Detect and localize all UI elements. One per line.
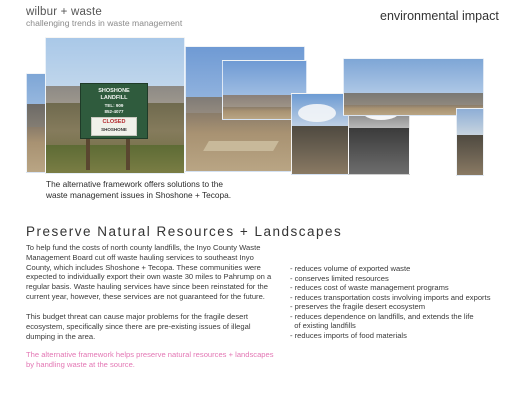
benefits-list	[290, 264, 505, 340]
sign-town-label: SHOSHONE	[101, 127, 127, 132]
sign-line-1: SHOSHONE	[98, 88, 130, 94]
photo-caption: The alternative framework offers solutions to the waste management issues in Shoshone + Tecopa.	[46, 179, 232, 200]
photo-landfill-sign	[45, 37, 185, 174]
list-item: - reduces volume of exported waste	[290, 264, 411, 273]
list-item: - conserves limited resources	[290, 273, 389, 283]
list-item: - reduces imports of food materials	[290, 330, 407, 340]
list-item: - preserves the fragile desert ecosystem	[290, 302, 426, 311]
list-item: - reduces transportation costs involving imports and exports	[290, 292, 491, 302]
paragraph-highlight: The alternative framework helps preserve natural resources + landscapes by handling waste at the source.	[26, 350, 274, 369]
paragraph-funding: To help fund the costs of north county landfills, the Inyo County Waste Management Board cut off waste hauling services to southeast Inyo County, which includes Shoshone + Tecopa. These communities were expected to individually export their own waste 30 miles to Pahrump on a regular basis. Waste hauling services have since been reinstated for the current year, however, these services are not guaranteed for the future.	[26, 243, 272, 301]
photo-ridge-color	[291, 93, 349, 175]
sign-line-3: TEL: 909	[104, 103, 124, 108]
sign-line-4: 852-4077	[104, 109, 124, 114]
section-heading: Preserve Natural Resources + Landscapes	[26, 224, 343, 239]
paragraph-budget-threat: This budget threat can cause major problems for the fragile desert ecosystem, specifically since there are pre-existing issues of illegal dumping in the area.	[26, 312, 251, 341]
list-item: - reduces cost of waste management programs	[290, 283, 449, 292]
section-title: environmental impact	[380, 9, 499, 23]
sign-closed-label: CLOSED	[102, 119, 126, 125]
photo-rocks-right	[456, 108, 484, 176]
list-item: of existing landfills	[290, 321, 356, 330]
landfill-sign	[80, 83, 148, 139]
list-item: - reduces dependence on landfills, and extends the life	[290, 311, 474, 321]
sign-line-2: LANDFILL	[100, 95, 128, 101]
brand-subtitle: challenging trends in waste management	[26, 18, 183, 28]
brand-title: wilbur + waste	[26, 6, 102, 18]
